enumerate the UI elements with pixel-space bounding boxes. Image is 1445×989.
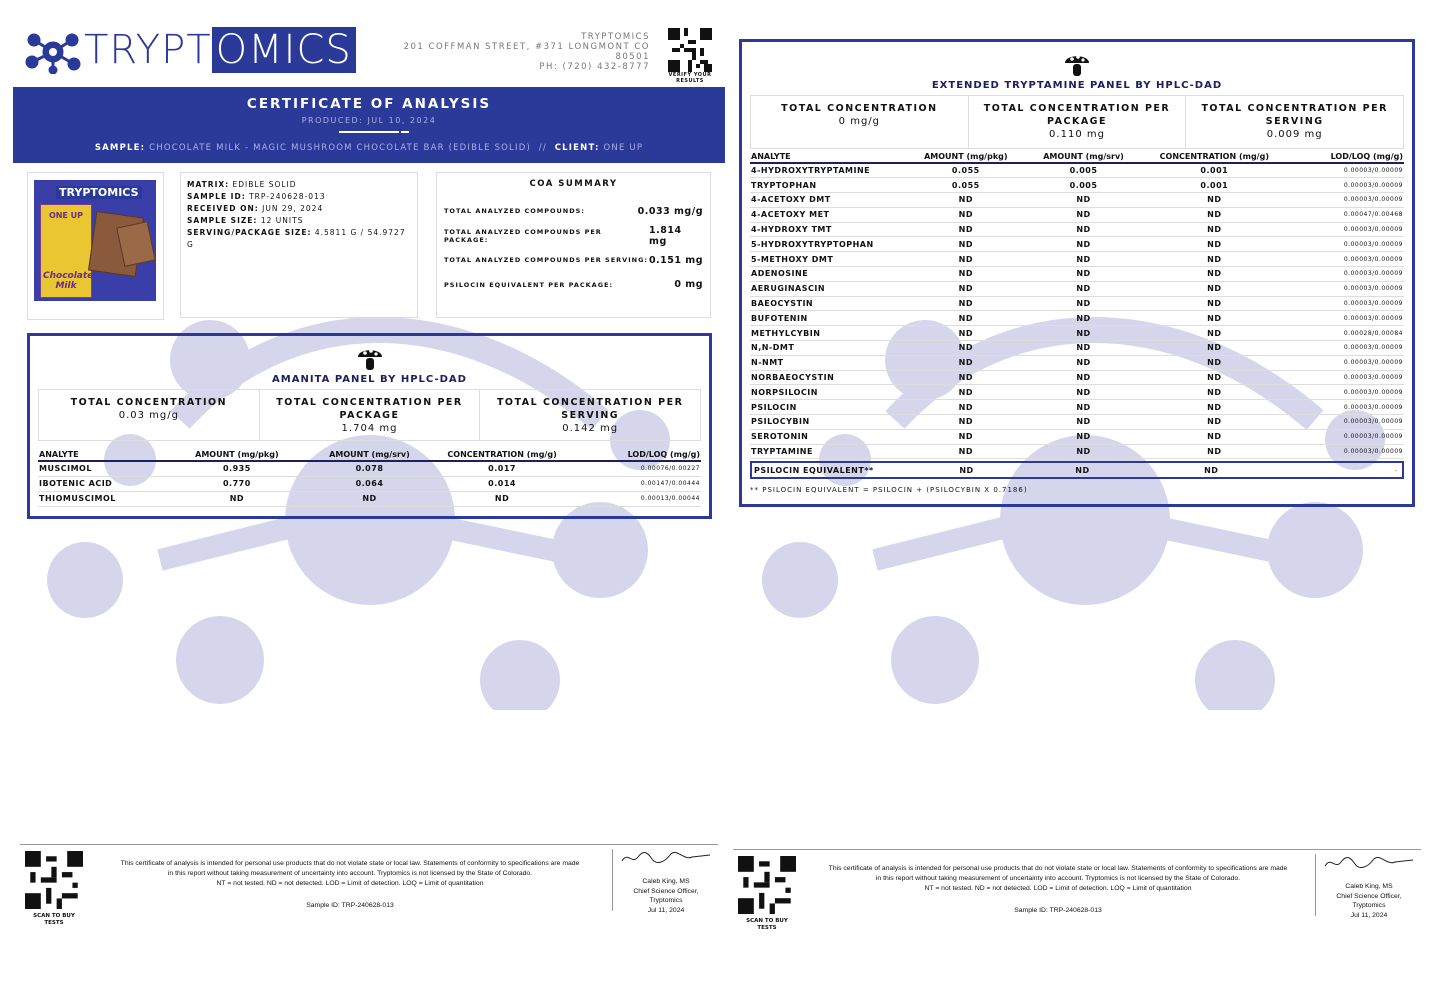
table-cell: SEROTONIN — [750, 429, 907, 444]
company-logo — [24, 28, 354, 72]
info-row-serving-size: SERVING/PACKAGE SIZE: 4.5811 G / 54.9727 G — [187, 228, 406, 249]
table-row — [750, 400, 1404, 415]
table-cell: ND — [1025, 444, 1143, 459]
photo-logo: TRYPTOMICS — [56, 186, 142, 199]
tryptamine-results-table — [750, 151, 1404, 459]
table-cell: 0.00003/0.00009 — [1286, 355, 1404, 370]
table-cell: 0.00003/0.00009 — [1286, 267, 1404, 282]
table-cell: ND — [1142, 222, 1286, 237]
table-cell: ND — [907, 311, 1025, 326]
table-cell: 0.055 — [907, 178, 1025, 193]
sample-client-line — [13, 143, 725, 153]
table-cell: 0.00003/0.00009 — [1286, 341, 1404, 356]
table-row — [38, 461, 701, 476]
table-cell: ND — [907, 281, 1025, 296]
table-cell: 0.935 — [171, 461, 304, 476]
banner-divider — [339, 131, 399, 133]
table-row — [750, 311, 1404, 326]
table-cell: IBOTENIC ACID — [38, 476, 171, 491]
table-cell: ND — [1025, 355, 1143, 370]
table-cell: N-NMT — [750, 355, 907, 370]
table-cell: 0.00003/0.00009 — [1286, 281, 1404, 296]
logo-text-a: TRYPT — [84, 27, 212, 73]
table-cell: ND — [303, 491, 436, 506]
company-phone: PH: (720) 432-8777 — [539, 62, 650, 72]
table-cell: ND — [436, 491, 569, 506]
table-cell: ND — [1025, 252, 1143, 267]
table-cell: ND — [1025, 267, 1143, 282]
table-cell: 4-HYDROXY TMT — [750, 222, 907, 237]
table-cell: MUSCIMOL — [38, 461, 171, 476]
molecule-logo-icon — [24, 30, 82, 74]
table-cell: 5-HYDROXYTRYPTOPHAN — [750, 237, 907, 252]
photo-chocolate-piece — [116, 221, 156, 267]
table-cell: 0.00003/0.00009 — [1286, 193, 1404, 208]
client-value: ONE UP — [603, 143, 644, 153]
tryptamine-panel — [739, 39, 1415, 507]
table-cell: 0.005 — [1025, 163, 1143, 178]
footer-signature-block: Caleb King, MS Chief Science Officer, Tryptomics Jul 11, 2024 — [1315, 854, 1422, 916]
total-cell: TOTAL CONCENTRATION 0.03 mg/g — [39, 390, 260, 440]
table-cell: 4-ACETOXY MET — [750, 207, 907, 222]
footer-left — [20, 844, 718, 925]
info-row-matrix: MATRIX: EDIBLE SOLID — [187, 180, 297, 189]
table-row — [750, 281, 1404, 296]
table-cell: ADENOSINE — [750, 267, 907, 282]
photo-brand: ONE UP — [48, 211, 84, 220]
table-cell: ND — [1142, 326, 1286, 341]
footer-sample-id: Sample ID: TRP-240628-013 — [306, 902, 394, 909]
table-cell: ND — [1142, 429, 1286, 444]
photo-package — [40, 204, 92, 298]
table-row — [38, 491, 701, 506]
table-row — [750, 222, 1404, 237]
sample-info-box — [180, 172, 418, 318]
table-row — [750, 296, 1404, 311]
table-cell: 0.00003/0.00009 — [1286, 400, 1404, 415]
client-label: CLIENT: — [554, 143, 600, 153]
total-cell: TOTAL CONCENTRATION 0 mg/g — [751, 96, 969, 148]
amanita-results-table — [38, 449, 701, 507]
table-cell: 0.00147/0.00444 — [568, 476, 701, 491]
table-cell: ND — [907, 415, 1025, 430]
verify-qr-code[interactable] — [668, 28, 712, 84]
info-row-sample-size: SAMPLE SIZE: 12 UNITS — [187, 216, 304, 225]
table-cell: ND — [907, 267, 1025, 282]
company-address: 201 COFFMAN STREET, #371 LONGMONT CO 80501 — [403, 42, 650, 62]
table-cell: PSILOCIN — [750, 400, 907, 415]
table-cell: ND — [1025, 370, 1143, 385]
footer-right — [733, 849, 1421, 930]
verify-qr-label: VERIFY YOUR RESULTS — [668, 72, 712, 84]
table-cell: N,N-DMT — [750, 341, 907, 356]
table-row — [750, 178, 1404, 193]
table-cell: ND — [907, 355, 1025, 370]
table-cell: 0.00003/0.00009 — [1286, 296, 1404, 311]
footer-disclaimer: This certificate of analysis is intended for personal use products that do not violate state or local law. Statements of conformity to specifications are made in this report without taking measurement of uncertainty into account. Tryptomics is not licensed by the State of Colorado. NT = not tested. ND = not detected. LOD = Limit of detection. LOQ = Limit of quantitation Sample ID: TRP-240628-013 — [803, 864, 1313, 916]
table-cell: ND — [907, 444, 1025, 459]
table-cell: 4-HYDROXYTRYPTAMINE — [750, 163, 907, 178]
table-cell: ND — [1142, 237, 1286, 252]
table-cell: ND — [907, 222, 1025, 237]
footer-sample-id: Sample ID: TRP-240628-013 — [1014, 907, 1102, 914]
table-cell: 0.055 — [907, 163, 1025, 178]
buy-qr-label: SCAN TO BUY TESTS — [33, 913, 75, 926]
table-row — [750, 193, 1404, 208]
table-cell: ND — [1025, 296, 1143, 311]
sample-photo — [34, 180, 156, 301]
coa-title: CERTIFICATE OF ANALYSIS — [246, 96, 492, 112]
table-cell: ND — [1025, 193, 1143, 208]
sample-value: CHOCOLATE MILK - MAGIC MUSHROOM CHOCOLATE BAR (EDIBLE SOLID) — [149, 143, 531, 153]
table-cell: ND — [1142, 415, 1286, 430]
total-cell: TOTAL CONCENTRATION PER SERVING 0.142 mg — [496, 397, 684, 434]
table-cell: 0.00003/0.00009 — [1286, 429, 1404, 444]
table-cell: 0.00013/0.00044 — [568, 491, 701, 506]
logo-text-b: OMICS — [212, 27, 356, 73]
table-cell: ND — [1025, 237, 1143, 252]
table-cell: ND — [907, 296, 1025, 311]
table-row — [750, 444, 1404, 459]
table-row — [750, 385, 1404, 400]
table-cell: ND — [907, 207, 1025, 222]
buy-qr[interactable] — [738, 856, 796, 932]
table-cell: ND — [907, 193, 1025, 208]
table-cell: BUFOTENIN — [750, 311, 907, 326]
table-cell: 0.064 — [303, 476, 436, 491]
table-cell: ND — [907, 429, 1025, 444]
table-cell: ND — [907, 326, 1025, 341]
table-cell: BAEOCYSTIN — [750, 296, 907, 311]
summary-row: TOTAL ANALYZED COMPOUNDS PER SERVING: 0.151 mg — [444, 254, 703, 266]
table-cell: ND — [1025, 429, 1143, 444]
amanita-panel-title: AMANITA PANEL BY HPLC-DAD — [272, 374, 467, 385]
table-cell: TRYPTOPHAN — [750, 178, 907, 193]
table-cell: THIOMUSCIMOL — [38, 491, 171, 506]
sample-photo-frame — [27, 172, 164, 320]
table-cell: ND — [1142, 252, 1286, 267]
table-cell: ND — [1025, 385, 1143, 400]
table-cell: ND — [1142, 193, 1286, 208]
mushroom-icon — [355, 342, 385, 372]
info-row-sample-id: SAMPLE ID: TRP-240628-013 — [187, 192, 326, 201]
amanita-panel — [27, 333, 712, 519]
table-row — [38, 476, 701, 491]
buy-qr[interactable] — [25, 851, 83, 927]
table-cell: 0.00003/0.00009 — [1286, 178, 1404, 193]
table-cell: 0.00003/0.00009 — [1286, 163, 1404, 178]
table-cell: ND — [1025, 326, 1143, 341]
table-cell: 0.005 — [1025, 178, 1143, 193]
table-cell: AERUGINASCIN — [750, 281, 907, 296]
summary-row: PSILOCIN EQUIVALENT PER PACKAGE: 0 mg — [444, 279, 703, 291]
table-cell: TRYPTAMINE — [750, 444, 907, 459]
table-cell: ND — [1142, 400, 1286, 415]
table-cell: ND — [1142, 444, 1286, 459]
table-cell: ND — [1142, 370, 1286, 385]
table-cell: 0.00028/0.00084 — [1286, 326, 1404, 341]
mushroom-icon — [1062, 48, 1092, 78]
buy-qr-label: SCAN TO BUY TESTS — [746, 918, 788, 931]
table-cell: ND — [1142, 355, 1286, 370]
table-cell: 0.00003/0.00009 — [1286, 222, 1404, 237]
summary-row: TOTAL ANALYZED COMPOUNDS: 0.033 mg/g — [444, 205, 703, 217]
table-row — [750, 267, 1404, 282]
table-cell: ND — [1025, 222, 1143, 237]
coa-summary-box — [436, 172, 711, 318]
psilocin-equivalent-row: PSILOCIN EQUIVALENT** ND ND ND - — [750, 461, 1404, 479]
table-cell: 0.001 — [1142, 163, 1286, 178]
tryptamine-totals — [750, 95, 1404, 149]
table-cell: 0.00003/0.00009 — [1286, 237, 1404, 252]
table-cell: ND — [1142, 296, 1286, 311]
table-row — [750, 163, 1404, 178]
photo-product: Chocolate Milk — [43, 271, 94, 291]
table-cell: ND — [1142, 267, 1286, 282]
tryptamine-panel-title: EXTENDED TRYPTAMINE PANEL BY HPLC-DAD — [931, 80, 1223, 91]
table-row — [750, 326, 1404, 341]
table-cell: ND — [1025, 281, 1143, 296]
coa-banner — [13, 87, 725, 163]
table-cell: 0.00003/0.00009 — [1286, 385, 1404, 400]
table-cell: ND — [907, 385, 1025, 400]
company-name: TRYPTOMICS — [581, 32, 650, 42]
table-cell: NORPSILOCIN — [750, 385, 907, 400]
table-cell: 0.014 — [436, 476, 569, 491]
qr-code-icon — [25, 851, 83, 909]
sample-separator: // — [538, 143, 547, 153]
footer-signature-block: Caleb King, MS Chief Science Officer, Tryptomics Jul 11, 2024 — [612, 849, 719, 911]
table-cell: ND — [171, 491, 304, 506]
table-row — [750, 252, 1404, 267]
table-cell: METHYLCYBIN — [750, 326, 907, 341]
table-cell: 0.00047/0.00468 — [1286, 207, 1404, 222]
table-header-row: ANALYTE AMOUNT (mg/pkg) AMOUNT (mg/srv) CONCENTRATION (mg/g) LOD/LOQ (mg/g) — [751, 152, 1403, 161]
table-row — [750, 429, 1404, 444]
table-row — [750, 415, 1404, 430]
table-cell: ND — [1025, 341, 1143, 356]
qr-code-icon — [738, 856, 796, 914]
amanita-totals — [38, 389, 701, 441]
table-cell: 0.00076/0.00227 — [568, 461, 701, 476]
info-row-received: RECEIVED ON: JUN 29, 2024 — [187, 204, 324, 213]
table-cell: ND — [907, 252, 1025, 267]
qr-code-icon — [668, 28, 712, 72]
table-row — [750, 237, 1404, 252]
signature-icon — [1321, 854, 1417, 872]
table-cell: 5-METHOXY DMT — [750, 252, 907, 267]
table-cell: ND — [1142, 341, 1286, 356]
table-header-row: ANALYTE AMOUNT (mg/pkg) AMOUNT (mg/srv) CONCENTRATION (mg/g) LOD/LOQ (mg/g) — [39, 450, 700, 459]
total-cell: TOTAL CONCENTRATION PER SERVING 0.009 mg — [1201, 103, 1388, 140]
psilocin-footnote: ** PSILOCIN EQUIVALENT = PSILOCIN + (PSILOCYBIN X 0.7186) — [750, 486, 1028, 495]
table-cell: ND — [1142, 281, 1286, 296]
produced-date: PRODUCED: JUL 10, 2024 — [301, 116, 437, 125]
table-cell: 4-ACETOXY DMT — [750, 193, 907, 208]
table-cell: ND — [1025, 400, 1143, 415]
table-row — [750, 355, 1404, 370]
table-cell: 0.00003/0.00009 — [1286, 370, 1404, 385]
table-cell: ND — [1142, 207, 1286, 222]
summary-row: TOTAL ANALYZED COMPOUNDS PER PACKAGE: 1.814 mg — [444, 224, 682, 247]
table-cell: ND — [907, 341, 1025, 356]
footer-disclaimer: This certificate of analysis is intended for personal use products that do not violate state or local law. Statements of conformity to specifications are made in this report without taking measurement of uncertainty into account. Tryptomics is not licensed by the State of Colorado. NT = not tested. ND = not detected. LOD = Limit of detection. LOQ = Limit of quantitation Sample ID: TRP-240628-013 — [90, 859, 610, 911]
table-cell: ND — [1025, 207, 1143, 222]
table-cell: 0.00003/0.00009 — [1286, 311, 1404, 326]
sample-label: SAMPLE: — [94, 143, 146, 153]
table-cell: 0.001 — [1142, 178, 1286, 193]
table-cell: ND — [1142, 385, 1286, 400]
table-cell: 0.00003/0.00009 — [1286, 415, 1404, 430]
table-cell: ND — [907, 400, 1025, 415]
table-cell: 0.078 — [303, 461, 436, 476]
coa-summary-title: COA SUMMARY — [529, 179, 618, 189]
table-cell: 0.017 — [436, 461, 569, 476]
table-cell: 0.00003/0.00009 — [1286, 252, 1404, 267]
table-cell: ND — [907, 237, 1025, 252]
table-cell: NORBAEOCYSTIN — [750, 370, 907, 385]
table-row — [750, 341, 1404, 356]
table-cell: 0.770 — [171, 476, 304, 491]
table-cell: 0.00003/0.00009 — [1286, 444, 1404, 459]
total-cell: TOTAL CONCENTRATION PER PACKAGE 0.110 mg — [969, 96, 1187, 148]
table-cell: ND — [1025, 415, 1143, 430]
table-cell: ND — [907, 370, 1025, 385]
table-cell: ND — [1142, 311, 1286, 326]
table-cell: PSILOCYBIN — [750, 415, 907, 430]
company-address-block — [390, 32, 650, 72]
table-row — [750, 207, 1404, 222]
table-row — [750, 370, 1404, 385]
total-cell: TOTAL CONCENTRATION PER PACKAGE 1.704 mg — [260, 390, 481, 440]
signature-icon — [618, 849, 714, 867]
table-cell: ND — [1025, 311, 1143, 326]
